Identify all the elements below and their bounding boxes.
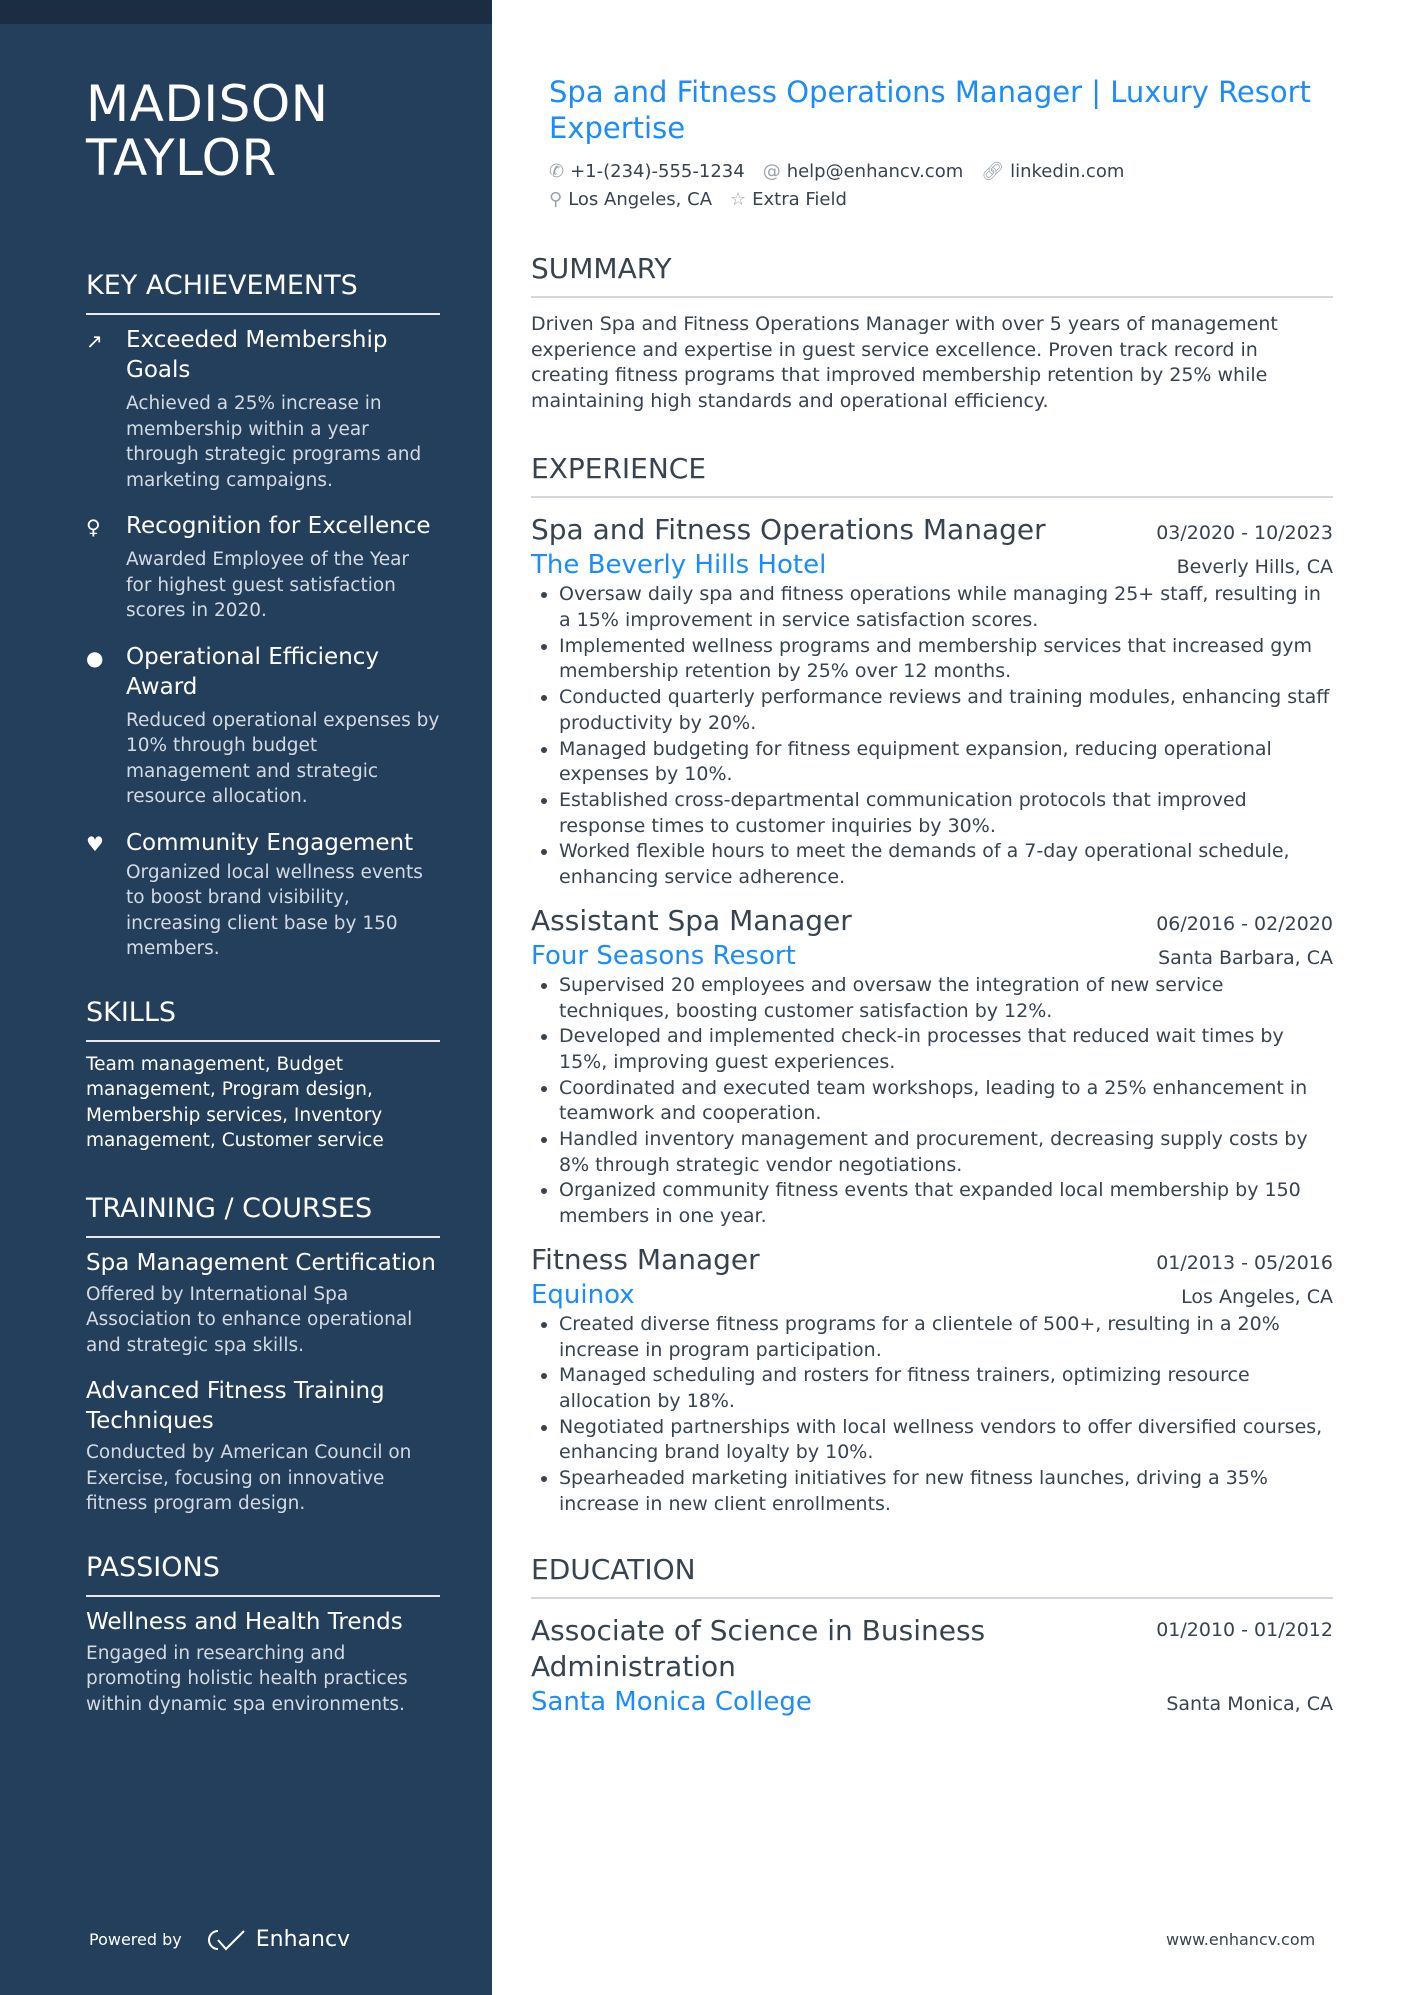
job-bullet: • Supervised 20 employees and oversaw the integration of new service techniques, boosting customer satisfaction by 12%. (559, 973, 1333, 1024)
job-bullet: • Negotiated partnerships with local wellness vendors to offer diversified courses, enhancing brand loyalty by 10%. (559, 1415, 1333, 1466)
job-location: Beverly Hills, CA (1176, 556, 1333, 579)
main-column (531, 74, 1333, 1719)
education-heading: EDUCATION (531, 1553, 1333, 1599)
trend-icon: ↗ (86, 329, 103, 353)
achievement-item: ♥ Community Engagement Organized local wellness events to boost brand visibility, increasing client base by 150 members. (86, 828, 440, 962)
passions-heading: PASSIONS (86, 1551, 440, 1597)
job-dates: 03/2020 - 10/2023 (1156, 522, 1333, 545)
powered-by: Powered by Enhancv (89, 1927, 351, 1952)
job-bullet: • Conducted quarterly performance reviews and training modules, enhancing staff productivity by 20%. (559, 685, 1333, 736)
company-name: Equinox (531, 1279, 635, 1310)
job-location: Los Angeles, CA (1181, 1285, 1333, 1308)
job-bullet: • Oversaw daily spa and fitness operations while managing 25+ staff, resulting in a 15% improvement in service satisfaction scores. (559, 582, 1333, 633)
company-name: Four Seasons Resort (531, 940, 796, 971)
contact-info (549, 158, 1333, 214)
skills-heading: SKILLS (86, 996, 440, 1042)
at-icon: @ (762, 161, 781, 182)
job-bullet: • Worked flexible hours to meet the demands of a 7-day operational schedule, enhancing service adherence. (559, 839, 1333, 890)
achievement-item: ↗ Exceeded Membership Goals Achieved a 25% increase in membership within a year through strategic programs and marketing campaigns. (86, 325, 440, 493)
job-title: Fitness Manager (531, 1242, 760, 1276)
heart-icon: ♥ (86, 831, 104, 856)
link-icon: 🔗︎ (981, 161, 1005, 182)
education-item: Associate of Science in Business Administration 01/2010 - 01/2012 Santa Monica College Santa Monica, CA (531, 1614, 1333, 1718)
extra-field: ☆ Extra Field (730, 189, 847, 210)
linkedin-link[interactable]: 🔗︎ linkedin.com (981, 161, 1125, 182)
top-bar (0, 0, 492, 24)
job-bullet: • Handled inventory management and procurement, decreasing supply costs by 8% through strategic vendor negotiations. (559, 1127, 1333, 1178)
phone[interactable]: ✆ +1-(234)-555-1234 (549, 161, 745, 182)
achievement-item: ♀ Recognition for Excellence Awarded Employee of the Year for highest guest satisfaction scores in 2020. (86, 511, 440, 624)
job-bullet: • Coordinated and executed team workshops, leading to a 25% enhancement in teamwork and cooperation. (559, 1076, 1333, 1127)
job-bullet: • Developed and implemented check-in processes that reduced wait times by 15%, improving guest experiences. (559, 1024, 1333, 1075)
headline: Spa and Fitness Operations Manager | Luxury Resort Expertise (549, 75, 1311, 145)
lightbulb-icon: ♀ (86, 515, 101, 539)
job-bullet: • Organized community fitness events that expanded local membership by 150 members in one year. (559, 1178, 1333, 1229)
sidebar (0, 0, 492, 1995)
footer-url[interactable]: www.enhancv.com (1166, 1930, 1316, 1949)
job-bullet: • Managed scheduling and rosters for fitness trainers, optimizing resource allocation by 18%. (559, 1363, 1333, 1414)
experience-heading: EXPERIENCE (531, 452, 1333, 498)
summary-heading: SUMMARY (531, 252, 1333, 298)
job-bullet: • Managed budgeting for fitness equipment expansion, reducing operational expenses by 10%. (559, 737, 1333, 788)
location-pin-icon: ⚲ (549, 189, 563, 210)
job-location: Santa Barbara, CA (1158, 946, 1333, 969)
job-bullet: • Created diverse fitness programs for a clientele of 500+, resulting in a 20% increase in program participation. (559, 1312, 1333, 1363)
email[interactable]: @ help@enhancv.com (762, 161, 964, 182)
training-heading: TRAINING / COURSES (86, 1192, 440, 1238)
candidate-name: MADISON TAYLOR (86, 75, 329, 187)
achievements-heading: KEY ACHIEVEMENTS (86, 269, 440, 315)
job-entry (531, 1242, 1333, 1518)
phone-icon: ✆ (549, 161, 565, 182)
star-icon: ☆ (730, 189, 747, 210)
job-title: Spa and Fitness Operations Manager (531, 513, 1046, 547)
job-entry (531, 512, 1333, 890)
job-entry (531, 903, 1333, 1230)
job-bullet: • Spearheaded marketing initiatives for new fitness launches, driving a 35% increase in new client enrollments. (559, 1466, 1333, 1517)
skills-list: Team management, Budget management, Program design, Membership services, Inventory management, Customer service (86, 1053, 384, 1151)
job-dates: 01/2013 - 05/2016 (1156, 1251, 1333, 1274)
course-item: Spa Management Certification Offered by International Spa Association to enhance operational and strategic spa skills. (86, 1249, 436, 1356)
job-bullet: • Implemented wellness programs and membership services that increased gym membership retention by 25% over 12 months. (559, 634, 1333, 685)
job-title: Assistant Spa Manager (531, 903, 852, 937)
location: ⚲ Los Angeles, CA (549, 189, 713, 210)
enhancv-logo-icon (204, 1928, 248, 1952)
summary-text: Driven Spa and Fitness Operations Manager with over 5 years of management experience and expertise in guest service excellence. Proven track record in creating fitness programs that improved membership retention by 25% while maintaining high standards and operational efficiency. (531, 313, 1278, 412)
course-item: Advanced Fitness Training Techniques Conducted by American Council on Exercise, focusing on innovative fitness program design. (86, 1378, 412, 1514)
job-bullet: • Established cross-departmental communication protocols that improved response times to customer inquiries by 30%. (559, 788, 1333, 839)
job-dates: 06/2016 - 02/2020 (1156, 912, 1333, 935)
enhancv-logo[interactable]: Enhancv (204, 1927, 350, 1952)
passion-item: Wellness and Health Trends Engaged in researching and promoting holistic health practices within dynamic spa environments. (86, 1608, 408, 1715)
company-name: The Beverly Hills Hotel (531, 550, 827, 581)
brain-icon: ● (86, 645, 104, 670)
achievement-item: ● Operational Efficiency Award Reduced operational expenses by 10% through budget management and strategic resource allocation. (86, 642, 440, 810)
